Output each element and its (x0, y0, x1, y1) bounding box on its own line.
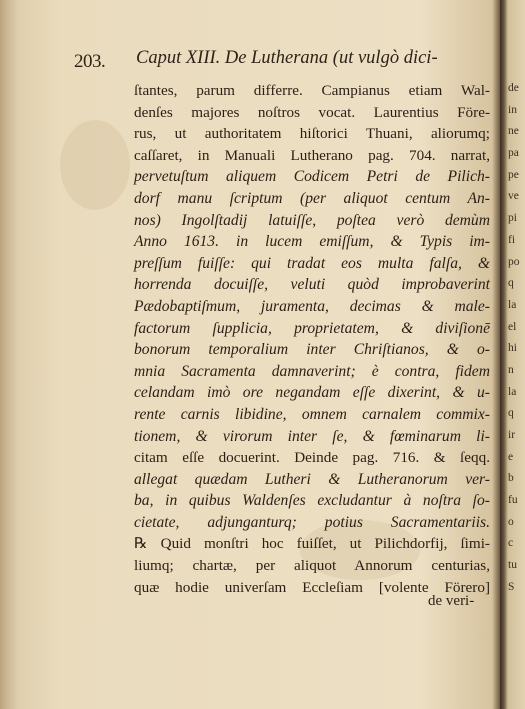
text-line: cietate, adjunganturq; potius Sacramentariis. (134, 513, 490, 531)
facing-fragment: S (508, 580, 515, 593)
text-line: horrenda docuiſſe, veluti quòd improbaverint (134, 276, 490, 294)
text-line: denſes majores noſtros vocat. Laurentius Före- (134, 103, 490, 121)
running-head: Caput XIII. De Lutherana (ut vulgò dici- (136, 48, 438, 68)
facing-fragment: ve (508, 190, 519, 203)
facing-fragment: pa (508, 147, 519, 160)
facing-fragment: tu (508, 559, 517, 572)
catchword: de veri- (428, 593, 475, 609)
text-line: ba, in quibus Waldenſes excludantur à noſtra ſo- (134, 492, 490, 510)
text-line: liumq; chartæ, per aliquot Annorum centurias, (134, 557, 490, 575)
facing-fragment: c (508, 537, 514, 550)
facing-fragment: fu (508, 494, 518, 507)
facing-fragment: ne (508, 125, 519, 138)
text-line: celandam imò ore negandam eſſe dixerint, & u- (134, 384, 490, 402)
facing-fragment: e (508, 450, 514, 463)
facing-fragment: pi (508, 212, 517, 225)
text-line: rus, ut authoritatem hiſtorici Thuani, aliorumq; (134, 125, 490, 143)
facing-fragment: po (508, 255, 520, 268)
text-line: tionem, & virorum inter ſe, & fœminarum li- (134, 427, 490, 445)
text-line: factorum ſupplicia, proprietatem, & diviſionē (134, 319, 490, 337)
facing-fragment: el (508, 320, 517, 333)
text-line: Pædobaptiſmum, juramenta, decimas & male- (134, 297, 490, 315)
text-line: ſtantes, parum differre. Campianus etiam Wal- (134, 82, 490, 99)
text-line: preſſum fuiſſe: qui tradat eos multa falſa, & (134, 254, 490, 272)
facing-fragment: b (508, 472, 514, 485)
facing-fragment: o (508, 515, 514, 528)
facing-page-column (508, 78, 525, 599)
text-line: allegat quædam Lutheri & Lutheranorum ver- (134, 470, 490, 488)
facing-fragment: pe (508, 168, 519, 181)
text-line: caſſaret, in Manuali Lutherano pag. 704. narrat, (134, 146, 490, 164)
text-line: nos) Ingolſtadij latuiſſe, poſtea verò demùm (134, 211, 490, 229)
facing-fragment: hi (508, 342, 517, 355)
facing-fragment: la (508, 385, 517, 398)
facing-fragment: ir (508, 429, 516, 441)
facing-fragment: q (508, 277, 514, 290)
facing-fragment: in (508, 103, 517, 116)
paper-stain (60, 120, 130, 210)
facing-fragment: la (508, 298, 517, 311)
body-text (134, 80, 490, 598)
text-line: quæ hodie univerſam Eccleſiam [volente Förero] (134, 578, 490, 596)
facing-fragment: fi (508, 233, 516, 246)
text-line: mnia Sacramenta damnaverint; è contra, fidem (134, 362, 490, 380)
text-line: pervetuſtum aliquem Codicem Petri de Pilich- (134, 168, 490, 186)
text-line: rente carnis libidine, omnem carnalem commix- (134, 405, 490, 423)
facing-fragment: n (508, 363, 514, 376)
text-line: ℞ Quid monſtri hoc fuiſſet, ut Pilichdorfij, ſimi- (134, 535, 490, 553)
text-line: Anno 1613. in lucem emiſſum, & Typis im- (134, 233, 490, 251)
text-line: bonorum temporalium inter Chriſtianos, & o- (134, 341, 490, 359)
text-line: citam eſſe docuerint. Deinde pag. 716. & ſeqq. (134, 449, 490, 467)
text-line: dorf manu ſcriptum (per aliquot centum An- (134, 189, 490, 207)
facing-fragment: de (508, 82, 519, 94)
page-number: 203. (74, 51, 106, 72)
facing-fragment: q (508, 407, 514, 420)
